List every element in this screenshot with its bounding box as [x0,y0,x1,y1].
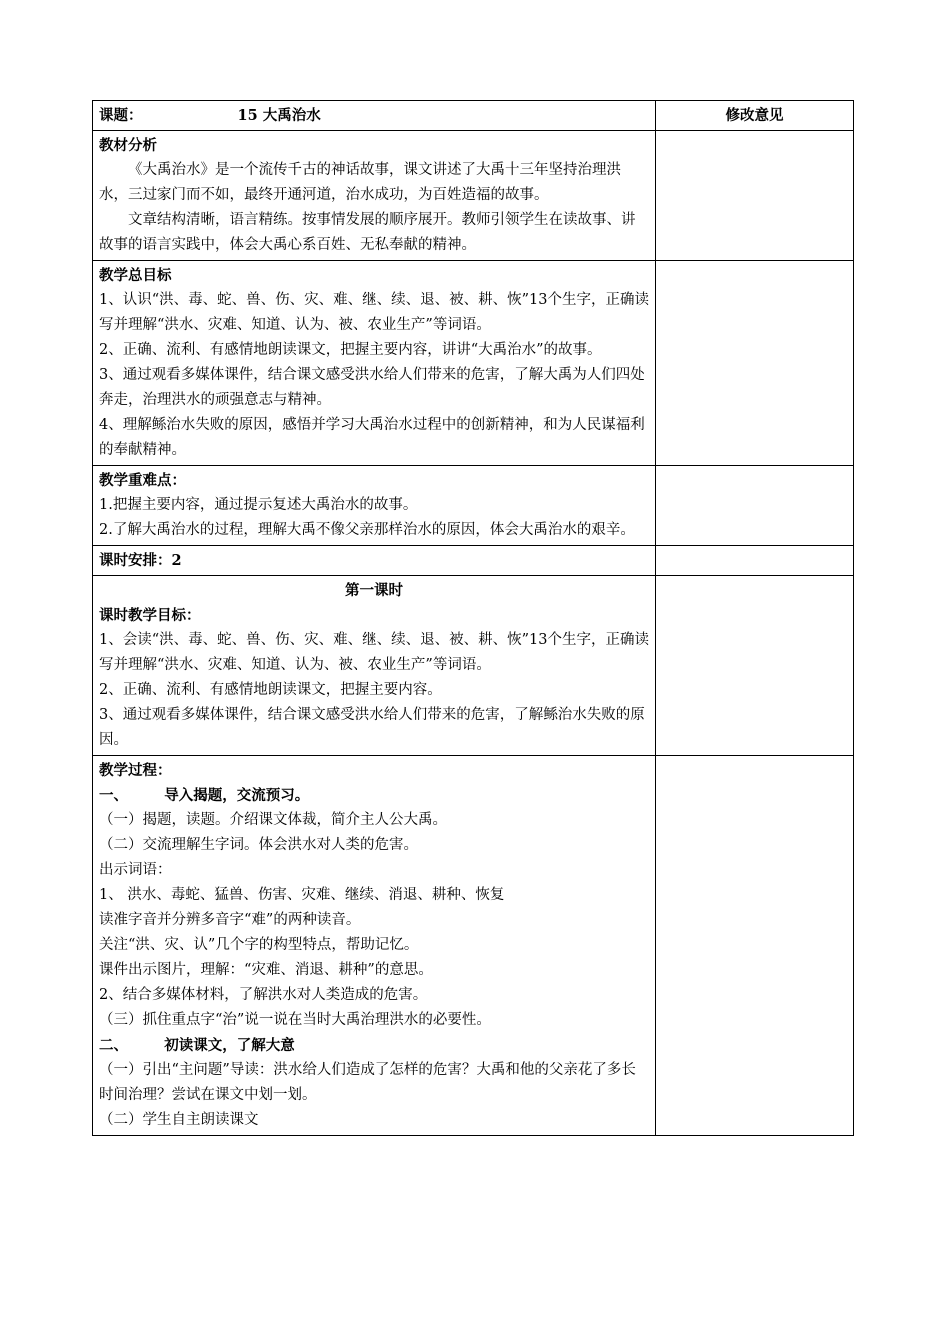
process-line: （一）引出“主问题”导读：洪水给人们造成了怎样的危害？大禹和他的父亲花了多长时间治理？尝试在课文中划一划。 [99,1062,636,1103]
process-revision-cell [656,756,854,1136]
analysis-paragraph-2: 文章结构清晰，语言精练。按事情发展的顺序展开。教师引领学生在读故事、讲故事的语言实践中，体会大禹心系百姓、无私奉献的精神。 [99,212,636,253]
goal-item: 3、通过观看多媒体课件，结合课文感受洪水给人们带来的危害，了解大禹为人们四处奔走，治理洪水的顽强意志与精神。 [99,367,645,408]
process-line: 关注“洪、灾、认”几个字的构型特点，帮助记忆。 [99,937,419,953]
key-points-heading: 教学重难点： [99,472,186,489]
goals-row [93,261,854,466]
process-line: （三）抓住重点字“治”说一说在当时大禹治理洪水的必要性。 [99,1012,491,1028]
analysis-row [93,131,854,261]
goals-heading: 教学总目标 [99,267,172,284]
header-row [93,101,854,131]
process-line: 课件出示图片，理解：“灾难、消退、耕种”的意思。 [99,962,433,978]
lesson1-goal-item: 3、通过观看多媒体课件，结合课文感受洪水给人们带来的危害，了解鲧治水失败的原因。 [99,707,645,748]
process-heading: 教学过程： [99,762,172,779]
process-line: （二）学生自主朗读课文 [99,1112,259,1128]
process-line: 2、结合多媒体材料，了解洪水对人类造成的危害。 [99,987,428,1003]
section1-heading [99,783,649,808]
schedule-revision-cell [656,546,854,576]
analysis-heading: 教材分析 [99,137,157,154]
topic-title: 15 大禹治水 [237,107,321,124]
key-point-item: 1.把握主要内容，通过提示复述大禹治水的故事。 [99,497,418,513]
key-points-row [93,466,854,546]
section2-title: 初读课文，了解大意 [164,1037,295,1054]
lesson1-title: 第一课时 [345,582,403,599]
key-point-item: 2.了解大禹治水的过程，理解大禹不像父亲那样治水的原因，体会大禹治水的艰辛。 [99,522,635,538]
lesson1-goal-item: 2、正确、流利、有感情地朗读课文，把握主要内容。 [99,682,442,698]
schedule-cell: 课时安排：2 [93,546,656,576]
goal-item: 4、理解鲧治水失败的原因，感悟并学习大禹治水过程中的创新精神，和为人民谋福利的奉献精神。 [99,417,645,458]
key-points-revision-cell [656,466,854,546]
section2-heading [99,1033,649,1058]
process-cell [93,756,656,1136]
topic-label: 课题： [99,107,143,124]
revision-header: 修改意见 [656,101,854,131]
process-line: 1、 洪水、毒蛇、猛兽、伤害、灾难、继续、消退、耕种、恢复 [99,887,505,903]
lesson1-goals-heading: 课时教学目标： [99,607,201,624]
process-line: 出示词语： [99,862,172,878]
section2-number: 二、 [99,1037,128,1054]
goal-item: 1、认识“洪、毒、蛇、兽、伤、灾、难、继、续、退、被、耕、恢”13个生字，正确读写并理解“洪水、灾难、知道、认为、被、农业生产”等词语。 [99,292,649,333]
process-line: （二）交流理解生字词。体会洪水对人类的危害。 [99,837,418,853]
goals-cell [93,261,656,466]
section1-title: 导入揭题，交流预习。 [164,787,310,804]
goal-item: 2、正确、流利、有感情地朗读课文，把握主要内容，讲讲“大禹治水”的故事。 [99,342,602,358]
lesson1-revision-cell [656,576,854,756]
process-line: （一）揭题，读题。介绍课文体裁，简介主人公大禹。 [99,812,447,828]
analysis-cell [93,131,656,261]
lesson-plan-table [92,100,854,1136]
lesson1-row [93,576,854,756]
goals-revision-cell [656,261,854,466]
lesson1-cell [93,576,656,756]
process-line: 读准字音并分辨多音字“难”的两种读音。 [99,912,361,928]
lesson1-goal-item: 1、会读“洪、毒、蛇、兽、伤、灾、难、继、续、退、被、耕、恢”13个生字，正确读写并理解“洪水、灾难、知道、认为、被、农业生产”等词语。 [99,632,649,673]
topic-cell [93,101,656,131]
section1-number: 一、 [99,787,128,804]
process-row [93,756,854,1136]
analysis-revision-cell [656,131,854,261]
key-points-cell [93,466,656,546]
analysis-paragraph-1: 《大禹治水》是一个流传千古的神话故事，课文讲述了大禹十三年坚持治理洪水，三过家门而不如，最终开通河道，治水成功，为百姓造福的故事。 [99,162,621,203]
schedule-row [93,546,854,576]
